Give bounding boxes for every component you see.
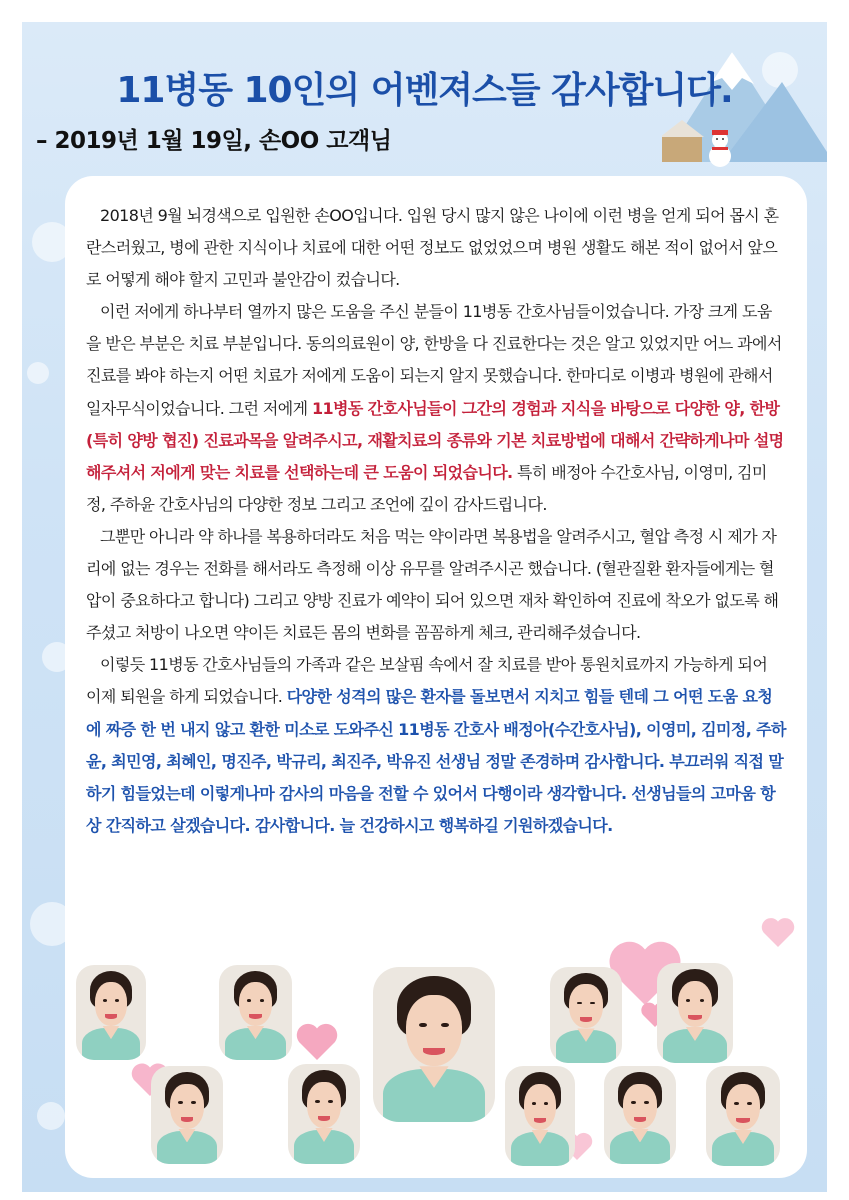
letter-highlight-blue: 다양한 성격의 많은 환자를 돌보면서 지치고 힘들 텐데 그 어떤 도움 요청에 짜증 한 번 내지 않고 환한 미소로 도와주신 11병동 간호사 배정아(수간호사님), 이영미, 김미정, 주하윤, 최민영, 최혜인, 명진주, 박규리, 최진주, 박유진 선생님 정말 존경하며 감사합니다. 부끄러워 직접 말하기 힘들었는데 이렇게나마 감사의 마음을 전할 수 있어서 다행이라 생각합니다. 선생님들의 고마움 항상 간직하고 살겠습니다. 감사합니다. 늘 건강하시고 행복하길 기원하겠습니다. <box>86 687 786 835</box>
letter-text: 이렇듯 11병동 간호사님들의 가족과 같은 보살핌 속에서 잘 치료를 받아 통원치료까지 가능하게 되어 이제 퇴원을 하게 되었습니다. <box>86 655 768 707</box>
nurse-photo <box>219 965 292 1060</box>
nurse-photo-center <box>373 967 495 1122</box>
heart-icon <box>295 1020 339 1060</box>
nurse-photo <box>505 1066 575 1166</box>
nurse-photo <box>76 965 146 1060</box>
letter-paragraph <box>86 649 786 842</box>
bubble-decoration <box>27 362 49 384</box>
nurse-photo <box>550 967 622 1063</box>
nurse-photo <box>151 1066 223 1164</box>
letter-paragraph: 2018년 9월 뇌경색으로 입원한 손OO입니다. 입원 당시 많지 않은 나이에 이런 병을 얻게 되어 몹시 혼란스러웠고, 병에 관한 지식이나 치료에 대한 어떤 정보도 없었었으며 병원 생활도 해본 적이 없어서 앞으로 어떻게 해야 할지 고민과 불안감이 컸습니다. <box>86 206 779 290</box>
letter-text: 이런 저에게 하나부터 열까지 많은 도움을 주신 분들이 11병동 간호사님들이었습니다. 가장 크게 도움을 받은 부분은 치료 부분입니다. 동의의료원이 양, 한방을 다 진료한다는 것은 알고 있었지만 어느 과에서 진료를 봐야 하는지 어떤 치료가 저에게 도움이 되는지 알지 못했습니다. 한마디로 이병과 병원에 관해서 일자무식이었습니다. 그런 저에게 <box>86 302 782 418</box>
nurse-photo <box>288 1064 360 1164</box>
letter-text: 특히 배정아 수간호사님, 이영미, 김미정, 주하윤 간호사님의 다양한 정보 그리고 조언에 깊이 감사드립니다. <box>86 462 767 514</box>
nurse-photo <box>657 963 733 1063</box>
letter-body <box>86 200 786 842</box>
page-subtitle: – 2019년 1월 19일, 손OO 고객님 <box>36 128 392 154</box>
page-title: 11병동 10인의 어벤져스들 감사합니다. <box>116 70 733 111</box>
heart-icon <box>760 915 796 947</box>
nurse-photo <box>604 1066 676 1164</box>
snowman-icon <box>703 128 737 168</box>
letter-highlight-red: 11병동 간호사님들이 그간의 경험과 지식을 바탕으로 다양한 양, 한방(특히 양방 협진) 진료과목을 알려주시고, 재활치료의 종류와 기본 치료방법에 대해서 간략하게나마 설명해주셔서 저에게 맞는 치료를 선택하는데 큰 도움이 되었습니다. <box>86 398 784 482</box>
nurse-photo <box>706 1066 780 1166</box>
letter-paragraph: 그뿐만 아니라 약 하나를 복용하더라도 처음 먹는 약이라면 복용법을 알려주시고, 혈압 측정 시 제가 자리에 없는 경우는 전화를 해서라도 측정해 이상 유무를 알려주시곤 했습니다. (혈관질환 환자들에게는 혈압이 중요하다고 합니다) 그리고 양방 진료가 예약이 되어 있으면 재차 확인하여 진료에 착오가 없도록 해주셨고 처방이 나오면 약이든 치료든 몸의 변화를 꼼꼼하게 체크, 관리해주셨습니다. <box>86 526 779 643</box>
letter-paragraph <box>86 296 786 521</box>
bubble-decoration <box>37 1102 65 1130</box>
